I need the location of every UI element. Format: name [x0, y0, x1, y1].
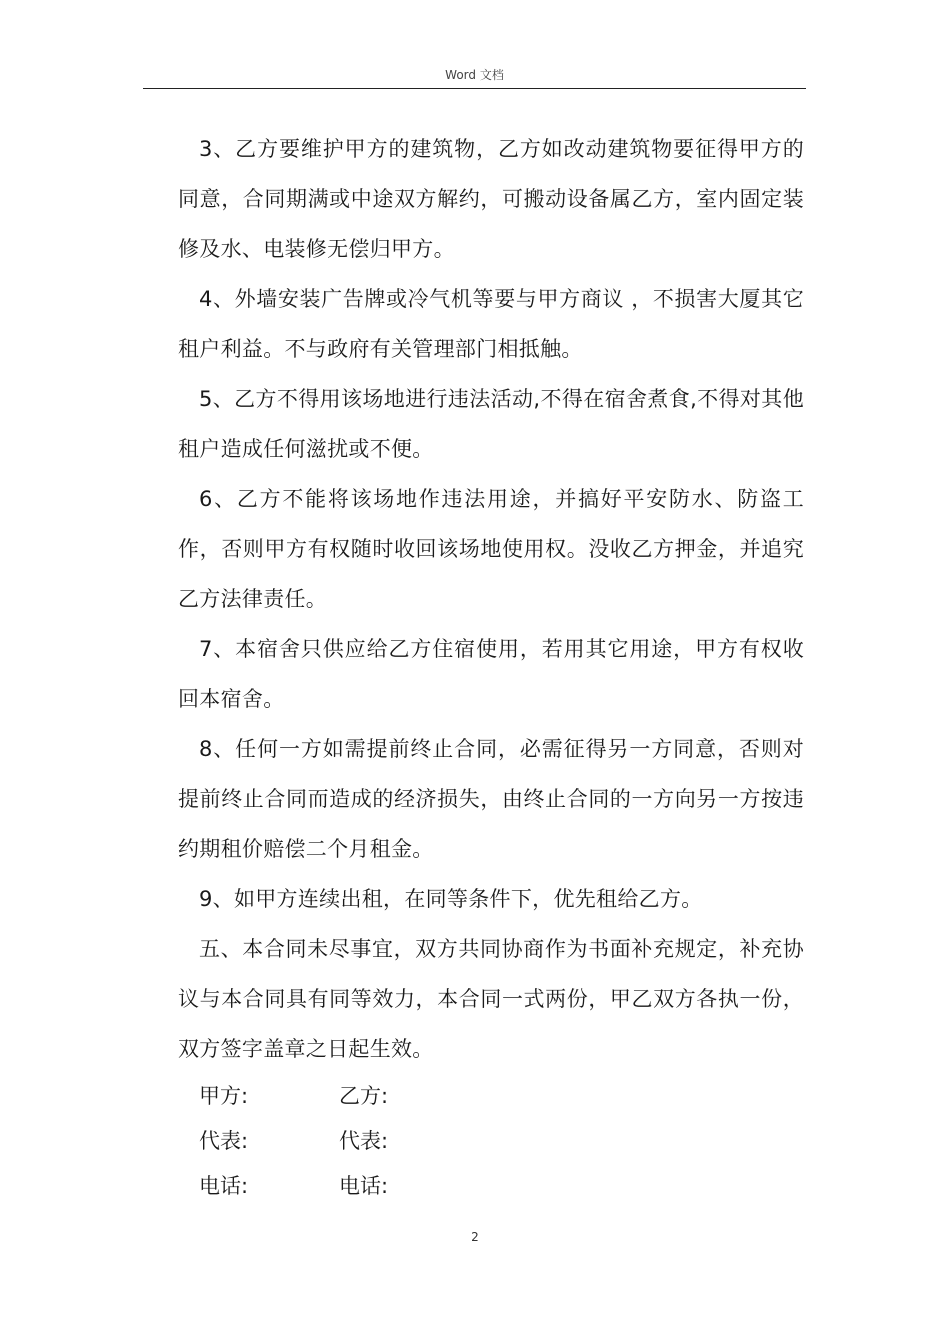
page-number: 2 — [471, 1230, 479, 1244]
signature-row-phone — [178, 1164, 804, 1209]
signature-block — [178, 1074, 804, 1209]
clause-6: 6、乙方不能将该场地作违法用途，并搞好平安防水、防盗工作，否则甲方有权随时收回该场地使用权。没收乙方押金，并追究乙方法律责任。 — [178, 487, 804, 611]
party-a-representative-label: 代表: — [199, 1129, 249, 1153]
clause-5: 5、乙方不得用该场地进行违法活动,不得在宿舍煮食,不得对其他租户造成任何滋扰或不便。 — [178, 387, 804, 461]
clause-3: 3、乙方要维护甲方的建筑物，乙方如改动建筑物要征得甲方的同意，合同期满或中途双方解约，可搬动设备属乙方，室内固定装修及水、电装修无偿归甲方。 — [178, 137, 804, 261]
clause-4: 4、外墙安装广告牌或冷气机等要与甲方商议 ，不损害大厦其它租户利益。不与政府有关管理部门相抵触。 — [178, 287, 804, 361]
clause-8: 8、任何一方如需提前终止合同，必需征得另一方同意，否则对提前终止合同而造成的经济损失，由终止合同的一方向另一方按违约期租价赔偿二个月租金。 — [178, 737, 804, 861]
party-b-representative-label: 代表: — [339, 1129, 389, 1153]
party-a-label: 甲方: — [199, 1084, 249, 1108]
clause-9: 9、如甲方连续出租，在同等条件下，优先租给乙方。 — [199, 887, 703, 911]
party-a-phone-label: 电话: — [199, 1174, 249, 1198]
signature-row-representative — [178, 1119, 804, 1164]
clause-7: 7、本宿舍只供应给乙方住宿使用，若用其它用途，甲方有权收回本宿舍。 — [178, 637, 804, 711]
party-b-label: 乙方: — [339, 1084, 389, 1108]
clause-five: 五、本合同未尽事宜，双方共同协商作为书面补充规定，补充协议与本合同具有同等效力，本合同一式两份，甲乙双方各执一份，双方签字盖章之日起生效。 — [178, 937, 804, 1061]
header-divider — [143, 88, 806, 89]
party-b-phone-label: 电话: — [339, 1174, 389, 1198]
document-body — [178, 124, 804, 1209]
signature-row-party — [178, 1074, 804, 1119]
page-header: Word 文档 — [445, 68, 504, 82]
